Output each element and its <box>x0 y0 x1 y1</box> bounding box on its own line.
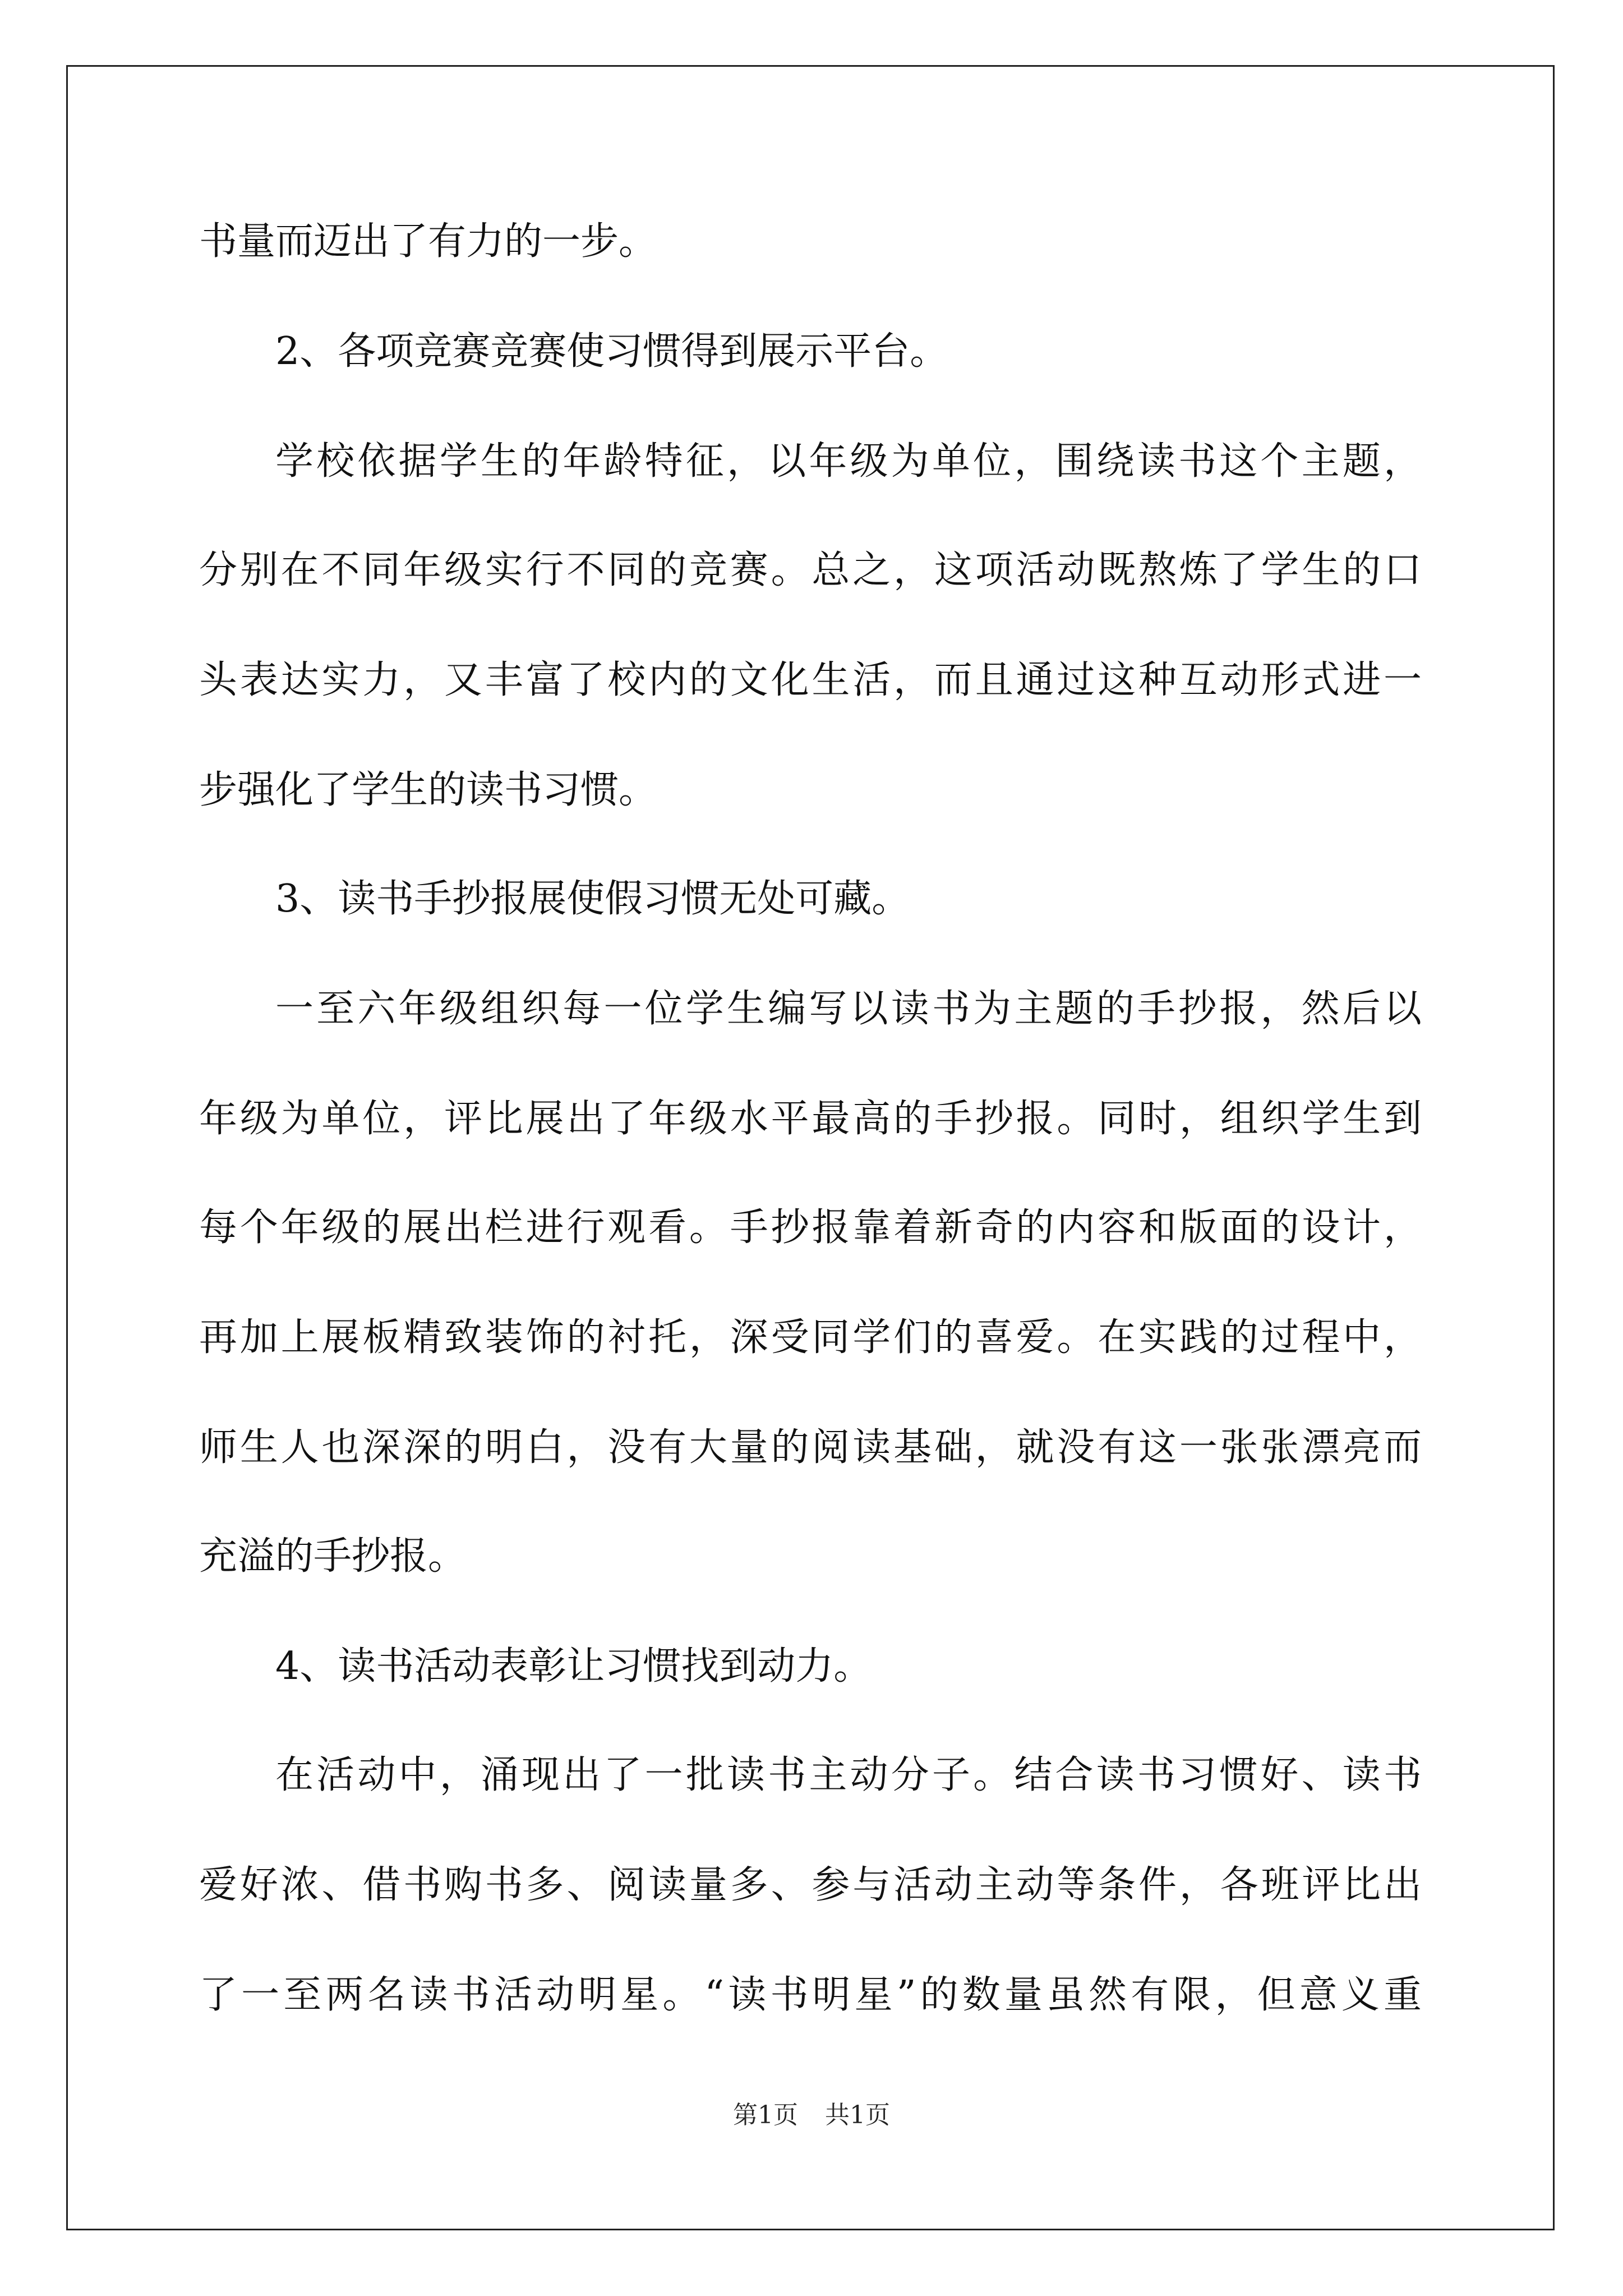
page-number: 第1页 <box>733 2101 798 2129</box>
section-heading: 2、各项竞赛竞赛使习惯得到展示平台。 <box>275 329 948 374</box>
text-line: 再加上展板精致装饰的衬托，深受同学们的喜爱。在实践的过程中， <box>199 1315 1422 1360</box>
text-line: 头表达实力，又丰富了校内的文化生活，而且通过这种互动形式进一 <box>199 658 1422 702</box>
section-heading: 3、读书手抄报展使假习惯无处可藏。 <box>275 877 910 921</box>
text-line: 年级为单位，评比展出了年级水平最高的手抄报。同时，组织学生到 <box>199 1097 1422 1141</box>
text-line: 师生人也深深的明白，没有大量的阅读基础，就没有这一张张漂亮而 <box>199 1425 1422 1470</box>
section-heading: 4、读书活动表彰让习惯找到动力。 <box>275 1644 872 1688</box>
text-line: 了一至两名读书活动明星。“读书明星”的数量虽然有限，但意义重 <box>199 1973 1422 2017</box>
page-footer <box>0 2095 1623 2131</box>
page-total: 共1页 <box>825 2101 890 2129</box>
text-line: 爱好浓、借书购书多、阅读量多、参与活动主动等条件，各班评比出 <box>199 1863 1422 1907</box>
text-line: 每个年级的展出栏进行观看。手抄报靠着新奇的内容和版面的设计， <box>199 1205 1422 1250</box>
text-line: 步强化了学生的读书习惯。 <box>199 768 657 812</box>
text-line: 书量而迈出了有力的一步。 <box>199 219 657 264</box>
text-line: 学校依据学生的年龄特征，以年级为单位，围绕读书这个主题， <box>275 439 1422 484</box>
text-line: 在活动中，涌现出了一批读书主动分子。结合读书习惯好、读书 <box>275 1753 1422 1797</box>
text-line: 充溢的手抄报。 <box>199 1534 467 1579</box>
text-line: 一至六年级组织每一位学生编写以读书为主题的手抄报，然后以 <box>275 987 1422 1031</box>
text-line: 分别在不同年级实行不同的竞赛。总之，这项活动既熬炼了学生的口 <box>199 548 1422 592</box>
